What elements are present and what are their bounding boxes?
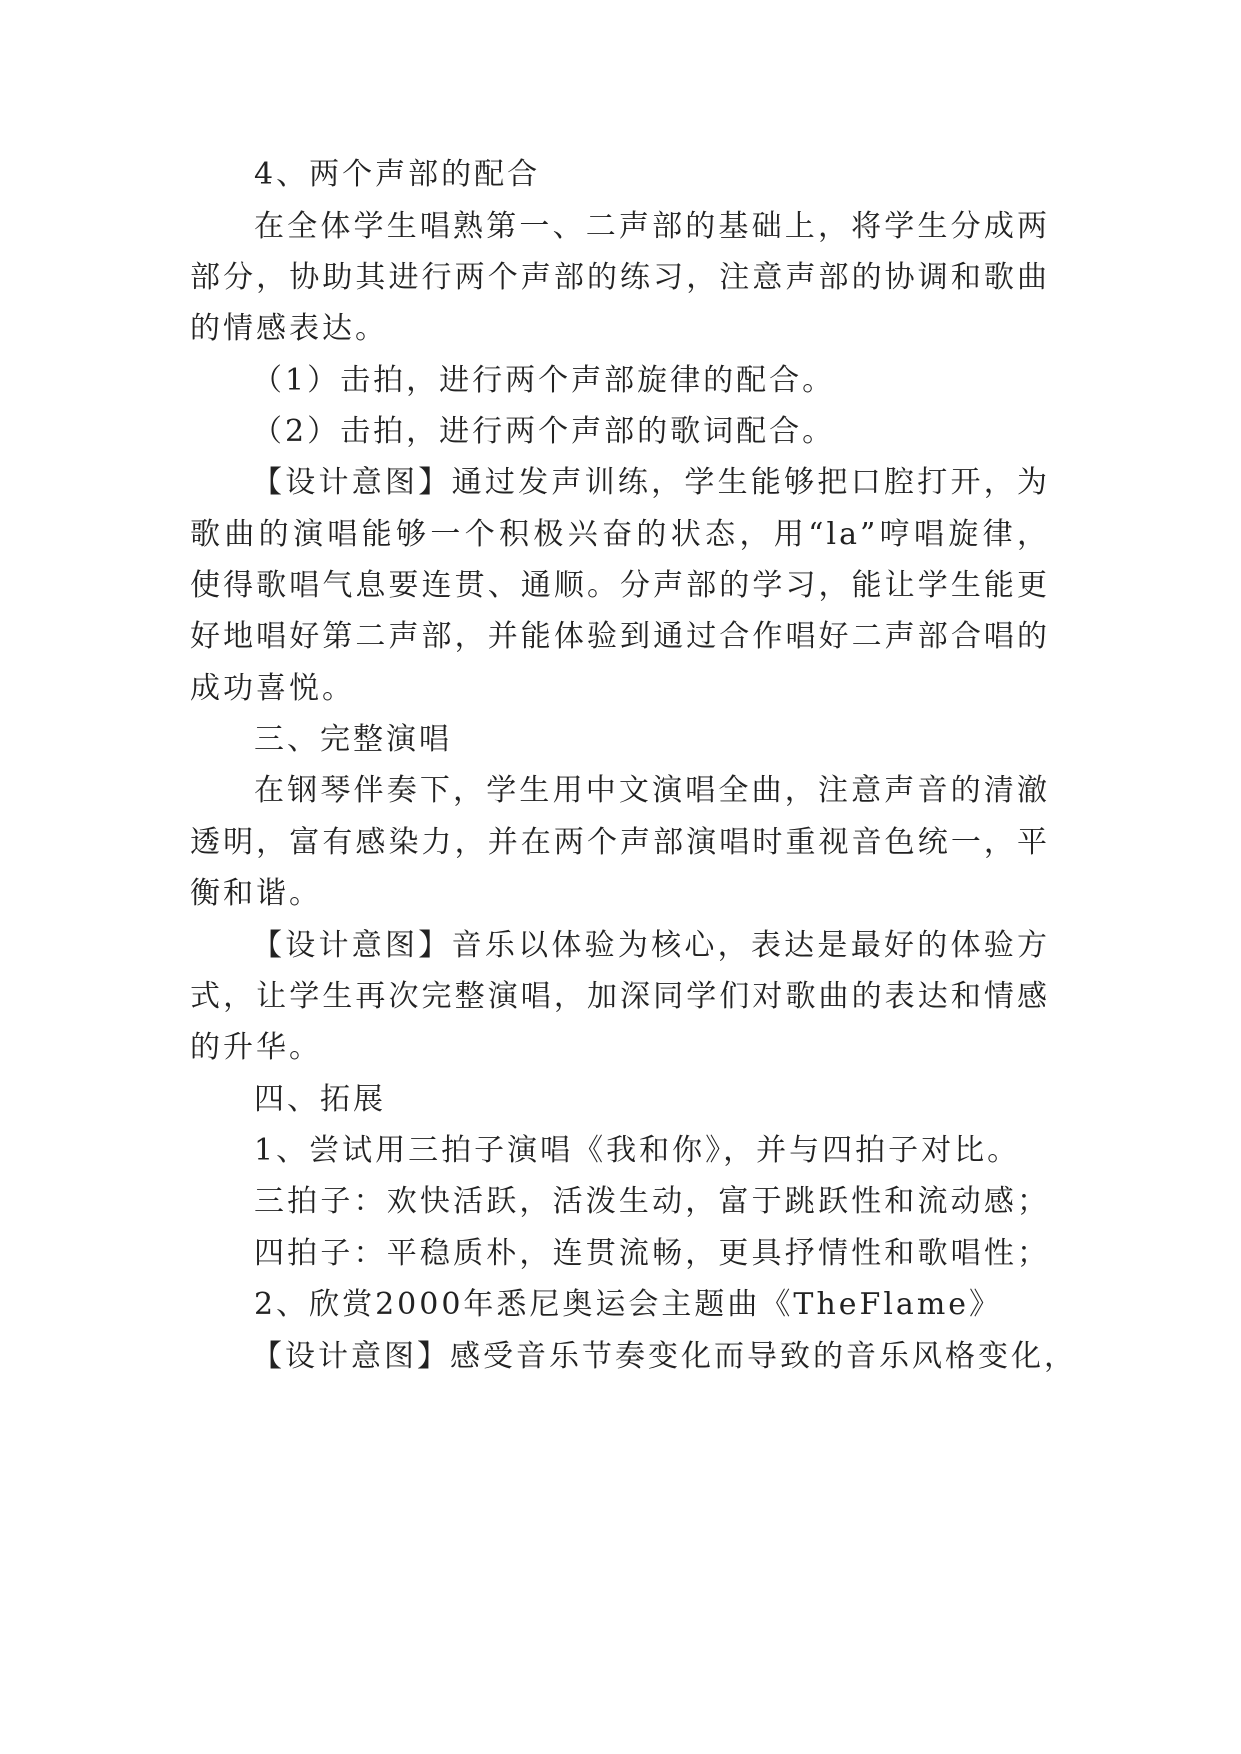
paragraph-line: 在全体学生唱熟第一、二声部的基础上，将学生分成两 <box>254 209 1050 244</box>
paragraph-line: 成功喜悦。 <box>190 671 355 706</box>
list-item-appreciation: 2、欣赏2000年悉尼奥运会主题曲《TheFlame》 <box>254 1287 1003 1322</box>
section-heading-part-harmony: 4、两个声部的配合 <box>254 157 541 192</box>
quadruple-meter-description: 四拍子：平稳质朴，连贯流畅，更具抒情性和歌唱性； <box>254 1236 1050 1271</box>
paragraph-line: 好地唱好第二声部，并能体验到通过合作唱好二声部合唱的 <box>190 619 1050 654</box>
paragraph-line: 歌曲的演唱能够一个积极兴奋的状态，用“la”哼唱旋律， <box>190 517 1050 552</box>
paragraph-line: 透明，富有感染力，并在两个声部演唱时重视音色统一，平 <box>190 825 1050 860</box>
design-intent-paragraph-line: 【设计意图】通过发声训练，学生能够把口腔打开，为 <box>252 465 1050 500</box>
section-heading-complete-singing: 三、完整演唱 <box>254 722 452 757</box>
paragraph-line: 在钢琴伴奏下，学生用中文演唱全曲，注意声音的清澈 <box>254 773 1050 808</box>
paragraph-line: 的情感表达。 <box>190 311 388 346</box>
triple-meter-description: 三拍子：欢快活跃，活泼生动，富于跳跃性和流动感； <box>254 1184 1050 1219</box>
paragraph-line: 衡和谐。 <box>190 876 322 911</box>
paragraph-line: 部分，协助其进行两个声部的练习，注意声部的协调和歌曲 <box>190 260 1050 295</box>
list-item-triple-meter: 1、尝试用三拍子演唱《我和你》，并与四拍子对比。 <box>254 1133 1021 1168</box>
paragraph-line: 的升华。 <box>190 1030 322 1065</box>
design-intent-paragraph-line: 【设计意图】感受音乐节奏变化而导致的音乐风格变化， <box>252 1339 1077 1374</box>
section-heading-extension: 四、拓展 <box>254 1082 386 1117</box>
design-intent-paragraph-line: 【设计意图】音乐以体验为核心，表达是最好的体验方 <box>252 928 1050 963</box>
list-item-clap-melody: （1）击拍，进行两个声部旋律的配合。 <box>252 363 836 398</box>
paragraph-line: 使得歌唱气息要连贯、通顺。分声部的学习，能让学生能更 <box>190 568 1050 603</box>
list-item-clap-lyrics: （2）击拍，进行两个声部的歌词配合。 <box>252 414 836 449</box>
paragraph-line: 式，让学生再次完整演唱，加深同学们对歌曲的表达和情感 <box>190 979 1050 1014</box>
